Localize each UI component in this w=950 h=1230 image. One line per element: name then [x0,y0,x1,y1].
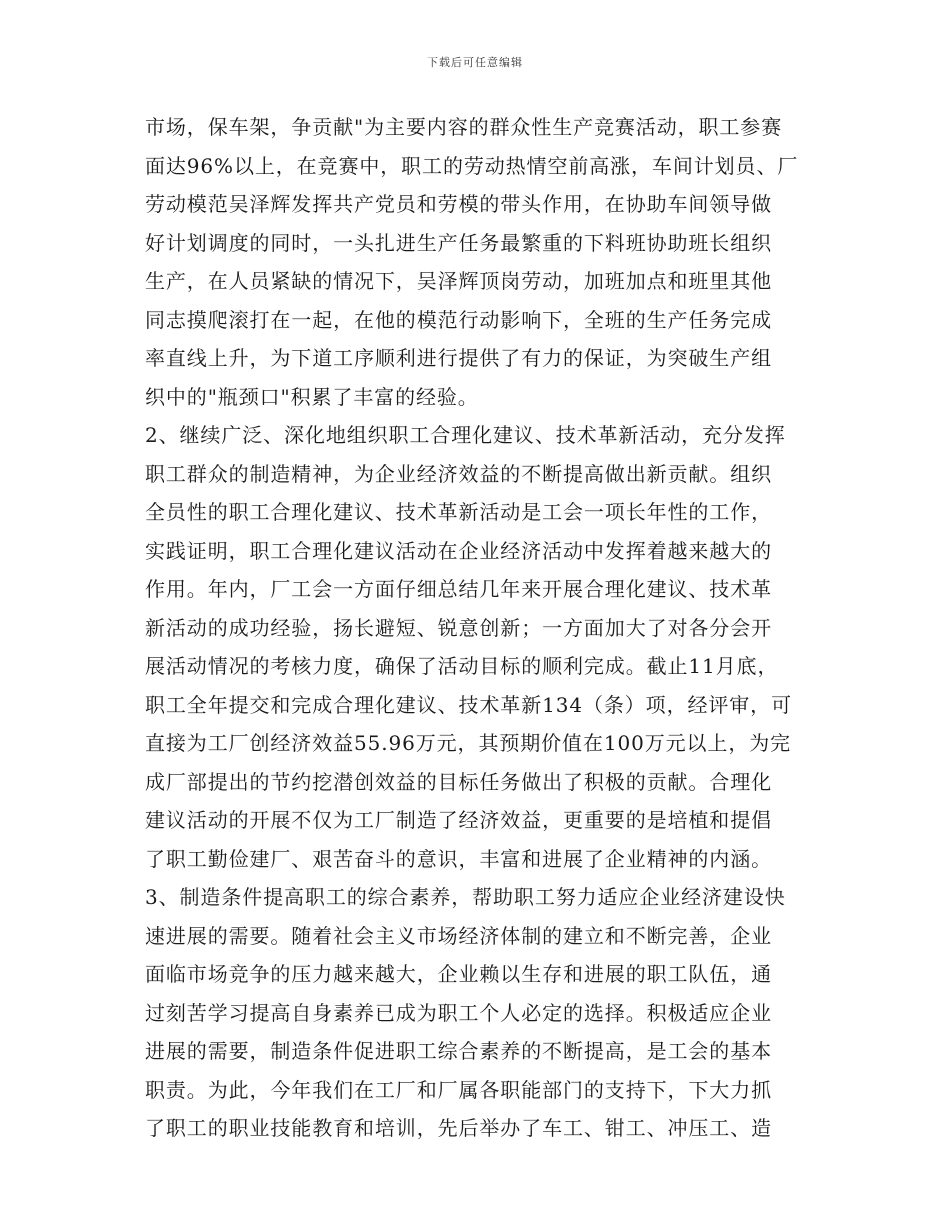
text-line: 直接为工厂创经济效益55.96万元，其预期价值在100万元以上，为完 [145,731,792,755]
text-line: 进展的需要，制造条件促进职工综合素养的不断提高，是工会的基本 [145,1039,772,1063]
text-line: 建议活动的开展不仅为工厂制造了经济效益，更重要的是培植和提倡 [145,808,772,832]
text-line: 职工群众的制造精神，为企业经济效益的不断提高做出新贡献。组织 [145,461,772,486]
text-line: 3、制造条件提高职工的综合素养，帮助职工努力适应企业经济建设快 [145,885,786,909]
text-line: 生产，在人员紧缺的情况下，吴泽辉顶岗劳动，加班加点和班里其他 [145,269,772,293]
text-line: 面达96%以上，在竞赛中，职工的劳动热情空前高涨，车间计划员、厂 [145,153,799,178]
text-line: 实践证明，职工合理化建议活动在企业经济活动中发挥着越来越大的 [145,538,772,563]
text-line: 了职工的职业技能教育和培训，先后举办了车工、钳工、冲压工、造 [145,1116,772,1140]
text-line: 市场，保车架，争贡献"为主要内容的群众性生产竞赛活动，职工参赛 [145,115,783,139]
text-line: 全员性的职工合理化建议、技术革新活动是工会一项长年性的工作， [145,500,772,524]
text-line: 新活动的成功经验，扬长避短、锐意创新；一方面加大了对各分会开 [145,615,772,640]
text-line: 成厂部提出的节约挖潜创效益的目标任务做出了积极的贡献。合理化 [145,769,772,794]
text-line: 作用。年内，厂工会一方面仔细总结几年来开展合理化建议、技术革 [145,577,772,601]
text-line: 2、继续广泛、深化地组织职工合理化建议、技术革新活动，充分发挥 [145,423,786,447]
text-line: 织中的"瓶颈口"积累了丰富的经验。 [145,384,479,409]
text-line: 率直线上升，为下道工序顺利进行提供了有力的保证，为突破生产组 [145,346,772,370]
text-line: 速进展的需要。随着社会主义市场经济体制的建立和不断完善，企业 [145,923,772,948]
text-line: 职工全年提交和完成合理化建议、技术革新134（条）项，经评审，可 [145,692,792,717]
text-line: 好计划调度的同时，一头扎进生产任务最繁重的下料班协助班长组织 [145,230,772,255]
text-line: 面临市场竞争的压力越来越大，企业赖以生存和进展的职工队伍，通 [145,962,772,986]
body-text [145,108,825,1148]
text-line: 了职工勤俭建厂、艰苦奋斗的意识，丰富和进展了企业精神的内涵。 [145,846,772,871]
page-header: 下载后可任意编辑 [427,56,523,69]
text-line: 劳动模范吴泽辉发挥共产党员和劳模的带头作用，在协助车间领导做 [145,192,772,216]
text-line: 展活动情况的考核力度，确保了活动目标的顺利完成。截止11月底， [145,654,779,678]
text-line: 职责。为此，今年我们在工厂和厂属各职能部门的支持下，下大力抓 [145,1077,772,1102]
text-line: 过刻苦学习提高自身素养已成为职工个人必定的选择。积极适应企业 [145,1000,772,1025]
text-line: 同志摸爬滚打在一起，在他的模范行动影响下，全班的生产任务完成 [145,307,772,332]
